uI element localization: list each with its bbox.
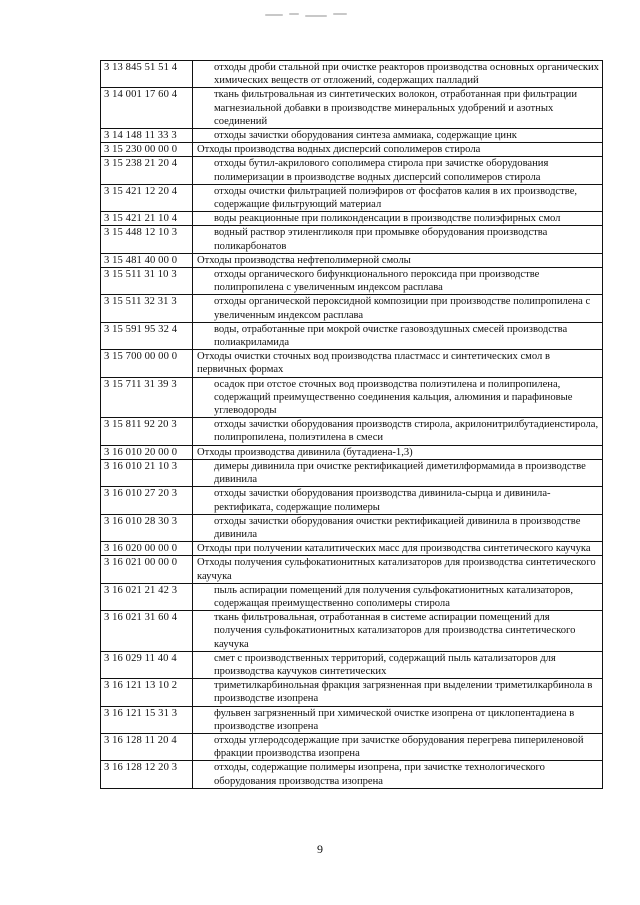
waste-code: 3 15 421 21 10 4 [101, 212, 193, 226]
waste-code: 3 15 238 21 20 4 [101, 157, 193, 184]
table-row [101, 733, 603, 760]
scan-artifact [265, 10, 355, 20]
waste-code: 3 15 711 31 39 3 [101, 377, 193, 418]
waste-code: 3 15 448 12 10 3 [101, 226, 193, 253]
waste-description: димеры дивинила при очистке ректификацией диметилформамида в производстве дивинила [193, 459, 603, 486]
waste-code: 3 13 845 51 51 4 [101, 61, 193, 88]
table-row [101, 651, 603, 678]
table-row-group [101, 143, 603, 157]
waste-description: фульвен загрязненный при химической очистке изопрена от циклопентадиена в производстве изопрена [193, 706, 603, 733]
waste-description: отходы зачистки оборудования производства дивинила-сырца и дивинила-ректификата, содержащие полимеры [193, 487, 603, 514]
waste-description: отходы, содержащие полимеры изопрена, при зачистке технологического оборудования производства изопрена [193, 761, 603, 788]
waste-code-table [100, 60, 603, 789]
waste-description: отходы зачистки оборудования очистки ректификацией дивинила в производстве дивинила [193, 514, 603, 541]
waste-code: 3 16 020 00 00 0 [101, 542, 193, 556]
table-row [101, 157, 603, 184]
table-body [101, 61, 603, 789]
table-row [101, 514, 603, 541]
waste-code: 3 15 230 00 00 0 [101, 143, 193, 157]
waste-description: смет с производственных территорий, содержащий пыль катализаторов для производства каучуков синтетических [193, 651, 603, 678]
table-row-group [101, 253, 603, 267]
waste-code: 3 16 029 11 40 4 [101, 651, 193, 678]
table-row [101, 212, 603, 226]
group-description: Отходы производства нефтеполимерной смолы [193, 253, 603, 267]
waste-description: отходы очистки фильтрацией полиэфиров от фосфатов калия в их производстве, содержащие фильтрующий материал [193, 184, 603, 211]
waste-code: 3 16 121 13 10 2 [101, 679, 193, 706]
page-number: 9 [317, 842, 323, 856]
waste-code: 3 15 700 00 00 0 [101, 350, 193, 377]
waste-description: отходы зачистки оборудования синтеза аммиака, содержащие цинк [193, 129, 603, 143]
waste-code: 3 16 010 27 20 3 [101, 487, 193, 514]
table-row [101, 295, 603, 322]
waste-code: 3 16 010 21 10 3 [101, 459, 193, 486]
group-description: Отходы производства дивинила (бутадиена-1,3) [193, 445, 603, 459]
waste-code: 3 15 811 92 20 3 [101, 418, 193, 445]
waste-code: 3 14 148 11 33 3 [101, 129, 193, 143]
table-row [101, 268, 603, 295]
table-row [101, 61, 603, 88]
waste-description: отходы зачистки оборудования производств стирола, акрилонитрилбутадиенстирола, полипропилена, полиэтилена в смеси [193, 418, 603, 445]
waste-code: 3 16 128 12 20 3 [101, 761, 193, 788]
group-description: Отходы очистки сточных вод производства пластмасс и синтетических смол в первичных формах [193, 350, 603, 377]
waste-code: 3 16 021 00 00 0 [101, 556, 193, 583]
waste-description: пыль аспирации помещений для получения сульфокатионитных катализаторов, содержащая преимущественно сополимеры стирола [193, 583, 603, 610]
table-row [101, 459, 603, 486]
waste-code: 3 15 481 40 00 0 [101, 253, 193, 267]
table-row [101, 583, 603, 610]
waste-description: ткань фильтровальная из синтетических волокон, отработанная при фильтрации магнезиальной добавки в производстве минеральных удобрений и азотных соединений [193, 88, 603, 129]
table-row-group [101, 445, 603, 459]
table-row-group [101, 542, 603, 556]
waste-code: 3 15 591 95 32 4 [101, 322, 193, 349]
table-row [101, 322, 603, 349]
table-row [101, 611, 603, 652]
waste-code: 3 16 010 20 00 0 [101, 445, 193, 459]
waste-code: 3 16 121 15 31 3 [101, 706, 193, 733]
table-row [101, 706, 603, 733]
group-description: Отходы производства водных дисперсий сополимеров стирола [193, 143, 603, 157]
waste-code: 3 16 021 21 42 3 [101, 583, 193, 610]
waste-description: отходы органической пероксидной композиции при производстве полипропилена с увеличенным индексом расплава [193, 295, 603, 322]
waste-description: воды, отработанные при мокрой очистке газовоздушных смесей производства полиакриламида [193, 322, 603, 349]
table-row [101, 418, 603, 445]
waste-code: 3 15 511 32 31 3 [101, 295, 193, 322]
table-row [101, 226, 603, 253]
waste-description: отходы бутил-акрилового сополимера стирола при зачистке оборудования полимеризации в производстве водных дисперсий сополимеров стирола [193, 157, 603, 184]
table-row [101, 129, 603, 143]
waste-code: 3 16 010 28 30 3 [101, 514, 193, 541]
group-description: Отходы получения сульфокатионитных катализаторов для производства синтетического каучука [193, 556, 603, 583]
waste-description: отходы углеродсодержащие при зачистке оборудования перегрева пипериленовой фракции производства изопрена [193, 733, 603, 760]
waste-description: воды реакционные при поликонденсации в производстве полиэфирных смол [193, 212, 603, 226]
waste-code: 3 16 021 31 60 4 [101, 611, 193, 652]
waste-description: триметилкарбинольная фракция загрязненная при выделении триметилкарбинола в производстве изопрена [193, 679, 603, 706]
waste-description: отходы дроби стальной при очистке реакторов производства основных органических химических веществ от отложений, содержащих палладий [193, 61, 603, 88]
table-row [101, 88, 603, 129]
waste-description: водный раствор этиленгликоля при промывке оборудования производства поликарбонатов [193, 226, 603, 253]
group-description: Отходы при получении каталитических масс для производства синтетического каучука [193, 542, 603, 556]
waste-code: 3 15 511 31 10 3 [101, 268, 193, 295]
table-row [101, 761, 603, 788]
table-row-group [101, 350, 603, 377]
waste-code: 3 16 128 11 20 4 [101, 733, 193, 760]
waste-description: ткань фильтровальная, отработанная в системе аспирации помещений для получения сульфокатионитных катализаторов для производства синтетического каучука [193, 611, 603, 652]
table-row [101, 377, 603, 418]
waste-code: 3 14 001 17 60 4 [101, 88, 193, 129]
waste-code: 3 15 421 12 20 4 [101, 184, 193, 211]
table-row [101, 184, 603, 211]
table-row [101, 679, 603, 706]
table-row [101, 487, 603, 514]
waste-description: осадок при отстое сточных вод производства полиэтилена и полипропилена, содержащий преимущественно соединения кальция, алюминия и парафиновые углеводороды [193, 377, 603, 418]
waste-description: отходы органического бифункционального пероксида при производстве полипропилена с увеличенным индексом расплава [193, 268, 603, 295]
table-row-group [101, 556, 603, 583]
